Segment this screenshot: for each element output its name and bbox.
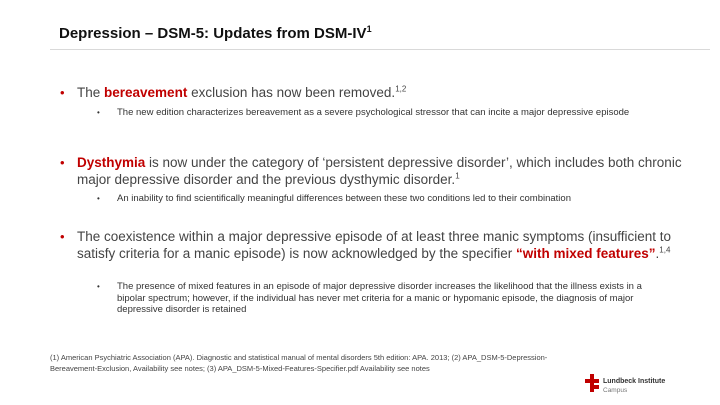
bullet-citation: 1,2 <box>395 84 407 94</box>
slide-title-text: Depression – DSM-5: Updates from DSM-IV <box>59 25 367 42</box>
bullet-citation: 1,4 <box>659 245 671 255</box>
bullet-text <box>77 228 700 262</box>
sub-bullet-dot: • <box>97 282 100 291</box>
bullet-dysthymia <box>60 154 700 188</box>
bullet-text-pre: The coexistence within a major depressive episode of at least three manic symptoms (insufficient to satisfy criteria for a manic episode) is now acknowledged by the specifier <box>77 229 672 261</box>
bullet-dot: • <box>60 155 65 170</box>
bullet-text-post: exclusion has now been removed. <box>187 85 396 100</box>
bullet-citation: 1 <box>455 171 460 181</box>
logo-name: Lundbeck Institute <box>603 378 666 385</box>
sub-bullet-text: The presence of mixed features in an episode of major depressive disorder increases the likelihood that the illness exists in a bipolar spectrum; however, if the individual has never met criteria for a manic or hypomanic episode, the diagnosis of major depressive disorder is retained <box>117 281 642 315</box>
bullet-text-post: . <box>655 246 660 261</box>
sub-bullet-mixed-features <box>97 281 657 316</box>
bullet-text <box>77 84 700 101</box>
logo-subtitle: Campus <box>603 387 628 394</box>
bullet-text-pre: The <box>77 85 105 100</box>
sub-bullet-dysthymia <box>97 193 657 205</box>
bullet-bereavement <box>60 84 700 101</box>
sub-bullet-text: The new edition characterizes bereavement as a severe psychological stressor that can incite a major depressive episode <box>117 107 630 118</box>
bullet-highlight: bereavement <box>104 85 188 100</box>
bullet-dot: • <box>60 85 65 100</box>
lundbeck-logo <box>585 370 705 396</box>
bullet-highlight: “with mixed features” <box>515 246 656 261</box>
sub-bullet-dot: • <box>97 194 100 203</box>
slide-title-superscript: 1 <box>366 24 372 34</box>
bullet-dot: • <box>60 229 65 244</box>
sub-bullet-text: An inability to find scientifically meaningful differences between these two conditions led to their combination <box>117 193 571 204</box>
bullet-text-post: is now under the category of ‘persistent depressive disorder’, which includes both chronic major depressive disorder and the previous dysthymic disorder. <box>77 155 682 187</box>
bullet-text <box>77 154 700 188</box>
bullet-highlight: Dysthymia <box>77 155 146 170</box>
title-divider <box>50 49 710 50</box>
sub-bullet-dot: • <box>97 108 100 117</box>
slide-title <box>59 25 372 42</box>
sub-bullet-bereavement <box>97 107 657 119</box>
lundbeck-logo-icon <box>585 374 599 392</box>
references-footnote: (1) American Psychiatric Association (APA). Diagnostic and statistical manual of mental disorders 5th edition: APA. 2013; (2) APA_DSM-5-Depression-Bereavement-Exclusion, Availability see notes; (3) APA_DSM-5-Mixed-Features-Specifier.pdf Availability see notes <box>50 353 548 373</box>
bullet-mixed-features <box>60 228 700 262</box>
